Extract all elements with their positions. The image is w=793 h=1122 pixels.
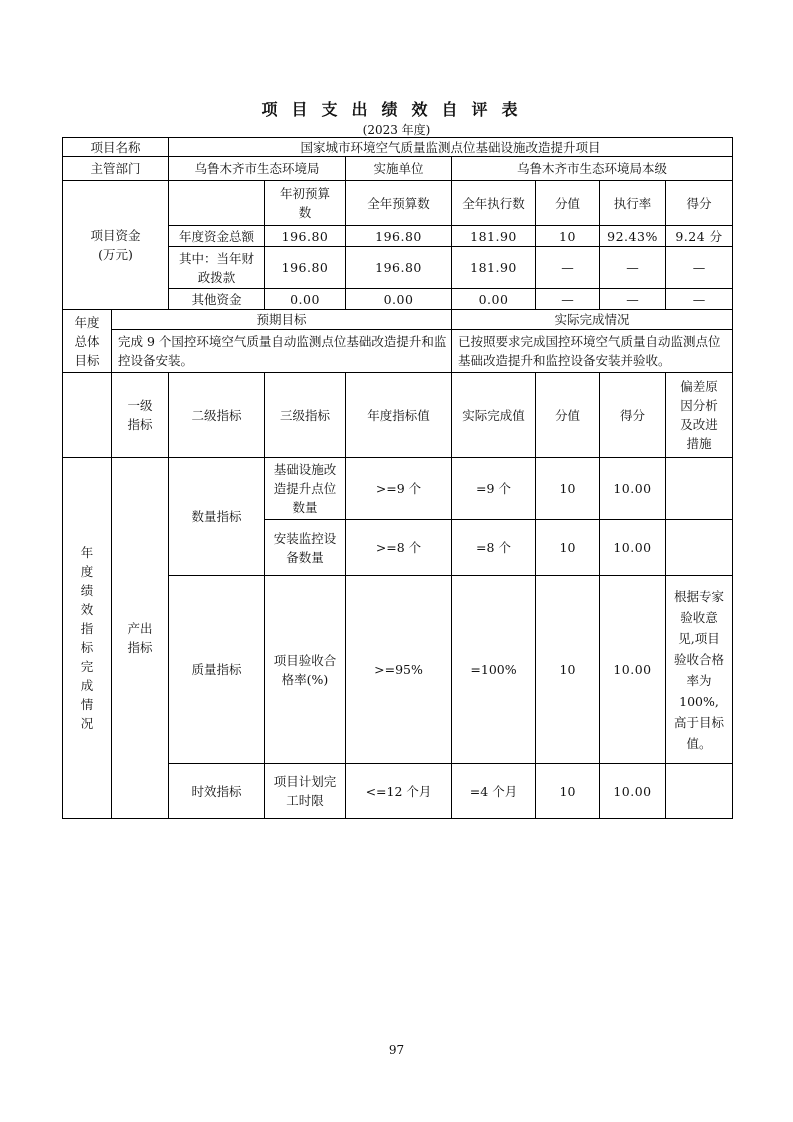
page-number: 97	[388, 1043, 405, 1057]
indicator-level3: 项目计划完工时限	[264, 763, 346, 819]
goals-actual-text: 已按照要求完成国控环境空气质量自动监测点位基础改造提升和监控设备安装并验收。	[451, 329, 733, 373]
funds-row-label: 其中：当年财政拨款	[168, 246, 265, 289]
indicator-score-value: 10	[535, 575, 600, 764]
indicator-actual: =100%	[451, 575, 536, 764]
funds-cell: 196.80	[345, 246, 452, 289]
indicator-actual: =9 个	[451, 457, 536, 520]
report-year: (2023 年度)	[362, 123, 431, 137]
indicator-level2-timeliness: 时效指标	[168, 763, 265, 819]
project-name-value: 国家城市环境空气质量监测点位基础设施改造提升项目	[168, 137, 733, 157]
funds-cell: 196.80	[264, 225, 346, 247]
indicator-score: 10.00	[599, 763, 666, 819]
indicator-score-value: 10	[535, 457, 600, 520]
indicator-note: 根据专家验收意见,项目验收合格率为100%,高于目标值。	[665, 575, 733, 764]
impl-label: 实施单位	[345, 156, 452, 181]
indicator-header-empty	[62, 372, 112, 458]
funds-cell: 181.90	[451, 246, 536, 289]
indicator-header-score: 得分	[599, 372, 666, 458]
project-name-label: 项目名称	[62, 137, 169, 157]
indicator-score: 10.00	[599, 575, 666, 764]
funds-label-cell	[62, 180, 169, 310]
indicator-actual: =8 个	[451, 519, 536, 576]
goals-expected-text: 完成 9 个国控环境空气质量自动监测点位基础改造提升和监控设备安装。	[111, 329, 452, 373]
indicator-target: >=8 个	[345, 519, 452, 576]
funds-header-executed: 全年执行数	[451, 180, 536, 226]
indicator-level2-quality: 质量指标	[168, 575, 265, 764]
funds-row-label: 其他资金	[168, 288, 265, 310]
indicator-level3: 安装监控设备数量	[264, 519, 346, 576]
funds-cell: 0.00	[264, 288, 346, 310]
funds-row-label: 年度资金总额	[168, 225, 265, 247]
funds-cell: —	[535, 246, 600, 289]
indicator-note	[665, 457, 733, 520]
indicator-level2-quantity: 数量指标	[168, 457, 265, 576]
funds-cell: —	[599, 288, 666, 310]
funds-cell: 0.00	[345, 288, 452, 310]
funds-cell: —	[665, 288, 733, 310]
indicator-score: 10.00	[599, 457, 666, 520]
funds-header-annual-budget: 全年预算数	[345, 180, 452, 226]
goals-label: 年度总体目标	[62, 309, 112, 373]
dept-label: 主管部门	[62, 156, 169, 181]
indicator-target: <=12 个月	[345, 763, 452, 819]
indicator-header-level2: 二级指标	[168, 372, 265, 458]
funds-cell: 9.24 分	[665, 225, 733, 247]
indicator-header-score-value: 分值	[535, 372, 600, 458]
funds-cell: 181.90	[451, 225, 536, 247]
indicator-header-deviation: 偏差原因分析及改进措施	[665, 372, 733, 458]
funds-header-score-value: 分值	[535, 180, 600, 226]
funds-cell: 196.80	[264, 246, 346, 289]
funds-header-score: 得分	[665, 180, 733, 226]
page-title: 项目支出绩效自评表	[261, 100, 532, 119]
goals-actual-header: 实际完成情况	[451, 309, 733, 330]
indicator-actual: =4 个月	[451, 763, 536, 819]
funds-unit: (万元)	[98, 247, 133, 262]
funds-cell: 0.00	[451, 288, 536, 310]
goals-expected-header: 预期目标	[111, 309, 452, 330]
funds-header-initial-budget: 年初预算数	[264, 180, 346, 226]
indicator-level3: 项目验收合格率(%)	[264, 575, 346, 764]
indicator-header-level3: 三级指标	[264, 372, 346, 458]
indicator-score-value: 10	[535, 763, 600, 819]
funds-cell: —	[535, 288, 600, 310]
indicator-score-value: 10	[535, 519, 600, 576]
impl-value: 乌鲁木齐市生态环境局本级	[451, 156, 733, 181]
indicator-header-target: 年度指标值	[345, 372, 452, 458]
indicator-target: >=9 个	[345, 457, 452, 520]
indicator-note	[665, 763, 733, 819]
indicator-section-label: 年度绩效指标完成情况	[62, 457, 112, 819]
indicator-level3: 基础设施改造提升点位数量	[264, 457, 346, 520]
funds-cell: 92.43%	[599, 225, 666, 247]
funds-cell: —	[599, 246, 666, 289]
indicator-header-level1: 一级指标	[111, 372, 169, 458]
indicator-score: 10.00	[599, 519, 666, 576]
indicator-header-actual: 实际完成值	[451, 372, 536, 458]
funds-label: 项目资金	[90, 228, 141, 243]
dept-value: 乌鲁木齐市生态环境局	[168, 156, 346, 181]
funds-cell: 10	[535, 225, 600, 247]
funds-cell: 196.80	[345, 225, 452, 247]
funds-cell: —	[665, 246, 733, 289]
indicator-target: >=95%	[345, 575, 452, 764]
indicator-level1: 产出指标	[111, 457, 169, 819]
indicator-note	[665, 519, 733, 576]
funds-header-empty	[168, 180, 265, 226]
funds-header-exec-rate: 执行率	[599, 180, 666, 226]
